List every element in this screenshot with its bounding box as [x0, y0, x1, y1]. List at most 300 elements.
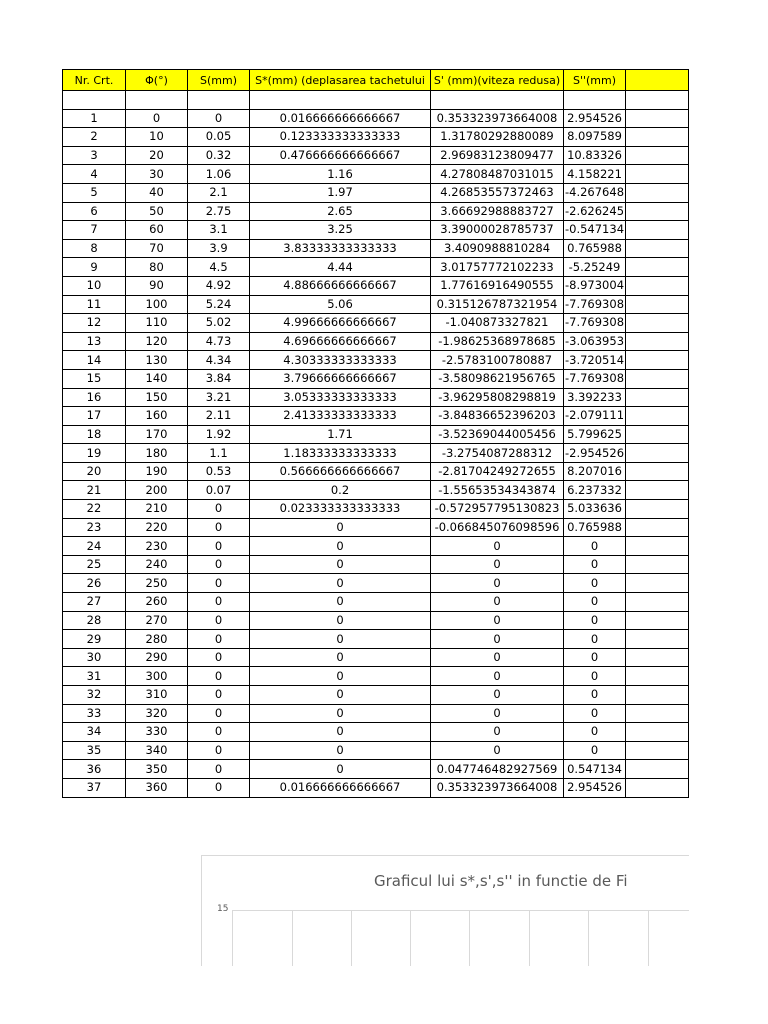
table-cell[interactable] [626, 369, 689, 388]
table-cell[interactable]: -0.547134 [564, 221, 626, 240]
table-cell[interactable] [626, 518, 689, 537]
table-cell[interactable]: 4.34 [188, 351, 250, 370]
table-cell[interactable]: 4.26853557372463 [431, 183, 564, 202]
table-cell[interactable]: 2.1 [188, 183, 250, 202]
table-cell[interactable]: 5.06 [250, 295, 431, 314]
gridline-vertical [529, 910, 530, 966]
table-cell[interactable]: -7.769308 [564, 314, 626, 333]
table-cell[interactable]: 0 [188, 704, 250, 723]
table-cell[interactable]: 0 [250, 574, 431, 593]
table-cell[interactable]: 0.016666666666667 [250, 109, 431, 128]
table-row [63, 128, 689, 147]
table-cell[interactable]: 36 [63, 760, 126, 779]
table-cell[interactable]: 2.65 [250, 202, 431, 221]
table-cell[interactable]: 21 [63, 481, 126, 500]
table-row [63, 611, 689, 630]
table-cell[interactable]: 1.31780292880089 [431, 128, 564, 147]
table-cell[interactable]: 2.96983123809477 [431, 146, 564, 165]
table-cell[interactable]: 0 [431, 667, 564, 686]
table-cell[interactable]: 0 [188, 778, 250, 797]
table-cell[interactable]: 330 [126, 723, 188, 742]
table-cell[interactable] [626, 91, 689, 110]
table-cell[interactable]: 0 [250, 630, 431, 649]
table-cell[interactable]: 6.237332 [564, 481, 626, 500]
table-cell[interactable]: 17 [63, 407, 126, 426]
table-cell[interactable]: 210 [126, 500, 188, 519]
table-cell[interactable]: 0 [250, 611, 431, 630]
table-cell[interactable]: 0.765988 [564, 239, 626, 258]
table-row [63, 593, 689, 612]
table-cell[interactable]: 0 [188, 667, 250, 686]
gridline-vertical [588, 910, 589, 966]
table-cell[interactable]: 0.047746482927569 [431, 760, 564, 779]
column-header[interactable]: Nr. Crt. [63, 70, 126, 91]
table-cell[interactable]: 0 [250, 760, 431, 779]
table-cell[interactable]: 0 [564, 611, 626, 630]
table-cell[interactable]: 0 [188, 686, 250, 705]
table-cell[interactable]: 0 [431, 574, 564, 593]
table-cell[interactable]: 3.83333333333333 [250, 239, 431, 258]
table-cell[interactable]: 7 [63, 221, 126, 240]
table-cell[interactable]: 1 [63, 109, 126, 128]
table-cell[interactable]: 1.77616916490555 [431, 276, 564, 295]
table-cell[interactable]: 3.4090988810284 [431, 239, 564, 258]
table-cell[interactable]: 1.97 [250, 183, 431, 202]
table-cell[interactable]: 10 [126, 128, 188, 147]
table-cell[interactable]: 0.07 [188, 481, 250, 500]
table-cell[interactable]: 240 [126, 555, 188, 574]
table-cell[interactable]: 60 [126, 221, 188, 240]
table-cell[interactable] [626, 667, 689, 686]
table-cell[interactable]: 2.954526 [564, 778, 626, 797]
table-cell[interactable]: 11 [63, 295, 126, 314]
table-cell[interactable]: -2.954526 [564, 444, 626, 463]
table-cell[interactable]: 0 [188, 760, 250, 779]
table-cell[interactable] [626, 388, 689, 407]
table-cell[interactable]: 170 [126, 425, 188, 444]
table-cell[interactable]: 29 [63, 630, 126, 649]
table-cell[interactable] [626, 593, 689, 612]
table-cell[interactable]: 0 [188, 500, 250, 519]
table-cell[interactable]: 0 [188, 109, 250, 128]
table-cell[interactable]: 290 [126, 648, 188, 667]
table-cell[interactable] [626, 332, 689, 351]
table-cell[interactable]: 2.11 [188, 407, 250, 426]
table-cell[interactable]: 3.9 [188, 239, 250, 258]
table-cell[interactable] [126, 91, 188, 110]
table-cell[interactable] [626, 462, 689, 481]
table-cell[interactable]: 310 [126, 686, 188, 705]
table-cell[interactable]: 350 [126, 760, 188, 779]
table-cell[interactable]: 4.5 [188, 258, 250, 277]
table-cell[interactable]: 200 [126, 481, 188, 500]
table-cell[interactable]: 16 [63, 388, 126, 407]
table-cell[interactable]: 0 [188, 630, 250, 649]
table-cell[interactable]: 0.765988 [564, 518, 626, 537]
table-cell[interactable]: 40 [126, 183, 188, 202]
table-cell[interactable]: 0.32 [188, 146, 250, 165]
table-cell[interactable]: 0 [250, 537, 431, 556]
table-cell[interactable]: 300 [126, 667, 188, 686]
table-cell[interactable]: 4.92 [188, 276, 250, 295]
table-cell[interactable]: 0 [564, 630, 626, 649]
table-row [63, 704, 689, 723]
table-cell[interactable]: 4.30333333333333 [250, 351, 431, 370]
table-cell[interactable]: 0 [431, 723, 564, 742]
gridline-vertical [292, 910, 293, 966]
gridline-vertical [410, 910, 411, 966]
table-cell[interactable]: 0 [431, 741, 564, 760]
table-cell[interactable]: -2.5783100780887 [431, 351, 564, 370]
table-cell[interactable]: 0.353323973664008 [431, 778, 564, 797]
table-cell[interactable] [626, 109, 689, 128]
table-cell[interactable]: 0 [564, 574, 626, 593]
table-row [63, 537, 689, 556]
table-cell[interactable]: 3.21 [188, 388, 250, 407]
table-row [63, 574, 689, 593]
table-cell[interactable]: 0 [188, 574, 250, 593]
table-cell[interactable]: 0 [188, 611, 250, 630]
table-cell[interactable]: 4.88666666666667 [250, 276, 431, 295]
table-cell[interactable]: 13 [63, 332, 126, 351]
table-cell[interactable]: 2.75 [188, 202, 250, 221]
table-cell[interactable]: 1.71 [250, 425, 431, 444]
table-cell[interactable] [626, 648, 689, 667]
table-cell[interactable]: 28 [63, 611, 126, 630]
table-cell[interactable] [626, 128, 689, 147]
table-cell[interactable]: 3 [63, 146, 126, 165]
table-cell[interactable] [626, 686, 689, 705]
table-cell[interactable] [626, 481, 689, 500]
table-cell[interactable]: 5.24 [188, 295, 250, 314]
gridline-vertical [469, 910, 470, 966]
table-cell[interactable]: 70 [126, 239, 188, 258]
table-cell[interactable]: 0 [250, 593, 431, 612]
table-cell[interactable]: 1.06 [188, 165, 250, 184]
table-cell[interactable]: 0 [564, 741, 626, 760]
table-cell[interactable]: 4.99666666666667 [250, 314, 431, 333]
table-cell[interactable]: 0 [564, 704, 626, 723]
table-cell[interactable]: -3.96295808298819 [431, 388, 564, 407]
table-cell[interactable]: 22 [63, 500, 126, 519]
column-header[interactable]: S(mm) [188, 70, 250, 91]
table-cell[interactable]: 0.566666666666667 [250, 462, 431, 481]
table-cell[interactable]: 0 [431, 704, 564, 723]
table-cell[interactable]: -3.52369044005456 [431, 425, 564, 444]
table-cell[interactable]: 130 [126, 351, 188, 370]
table-cell[interactable]: 3.39000028785737 [431, 221, 564, 240]
table-cell[interactable] [626, 146, 689, 165]
table-cell[interactable]: 0 [126, 109, 188, 128]
table-row [63, 741, 689, 760]
table-cell[interactable]: 360 [126, 778, 188, 797]
table-cell[interactable]: 3.79666666666667 [250, 369, 431, 388]
table-cell[interactable]: 0 [564, 667, 626, 686]
table-cell[interactable]: 270 [126, 611, 188, 630]
table-cell[interactable]: 80 [126, 258, 188, 277]
table-cell[interactable] [626, 407, 689, 426]
table-cell[interactable]: 20 [126, 146, 188, 165]
table-cell[interactable] [626, 778, 689, 797]
table-cell[interactable]: 0.476666666666667 [250, 146, 431, 165]
table-cell[interactable]: 25 [63, 555, 126, 574]
table-cell[interactable]: 0.315126787321954 [431, 295, 564, 314]
table-cell[interactable]: 3.84 [188, 369, 250, 388]
table-cell[interactable]: -2.81704249272655 [431, 462, 564, 481]
table-cell[interactable]: 90 [126, 276, 188, 295]
table-cell[interactable] [626, 165, 689, 184]
table-row [63, 667, 689, 686]
table-row [63, 723, 689, 742]
table-cell[interactable]: -3.063953 [564, 332, 626, 351]
table-cell[interactable]: 3.05333333333333 [250, 388, 431, 407]
table-cell[interactable]: 0 [250, 667, 431, 686]
table-cell[interactable]: 15 [63, 369, 126, 388]
table-body [63, 91, 689, 798]
table-cell[interactable]: 0 [431, 630, 564, 649]
table-cell[interactable]: 30 [63, 648, 126, 667]
table-cell[interactable]: -1.55653534343874 [431, 481, 564, 500]
table-cell[interactable]: 160 [126, 407, 188, 426]
table-cell[interactable] [250, 91, 431, 110]
table-cell[interactable]: 8 [63, 239, 126, 258]
table-cell[interactable]: 150 [126, 388, 188, 407]
table-cell[interactable]: -8.973004 [564, 276, 626, 295]
table-cell[interactable]: 35 [63, 741, 126, 760]
table-cell[interactable]: 0 [564, 593, 626, 612]
table-cell[interactable]: 260 [126, 593, 188, 612]
table-cell[interactable]: 0 [188, 741, 250, 760]
table-cell[interactable]: 5.02 [188, 314, 250, 333]
table-cell[interactable]: -2.079111 [564, 407, 626, 426]
table-cell[interactable]: 0 [431, 611, 564, 630]
table-cell[interactable]: 0 [188, 723, 250, 742]
table-cell[interactable]: 0.016666666666667 [250, 778, 431, 797]
column-header[interactable]: S*(mm) (deplasarea tachetului [250, 70, 431, 91]
column-header[interactable]: Φ(°) [126, 70, 188, 91]
table-cell[interactable] [63, 91, 126, 110]
table-cell[interactable]: 0 [188, 518, 250, 537]
table-cell[interactable]: 0 [250, 704, 431, 723]
table-cell[interactable]: -5.25249 [564, 258, 626, 277]
table-cell[interactable]: 30 [126, 165, 188, 184]
table-cell[interactable]: 4.158221 [564, 165, 626, 184]
table-cell[interactable] [626, 444, 689, 463]
table-cell[interactable]: -0.066845076098596 [431, 518, 564, 537]
table-cell[interactable]: 110 [126, 314, 188, 333]
table-cell[interactable]: 34 [63, 723, 126, 742]
table-row [63, 239, 689, 258]
table-cell[interactable]: 0 [431, 686, 564, 705]
table-cell[interactable]: 3.25 [250, 221, 431, 240]
table-cell[interactable]: 20 [63, 462, 126, 481]
table-cell[interactable]: 120 [126, 332, 188, 351]
table-cell[interactable]: -2.626245 [564, 202, 626, 221]
table-cell[interactable]: 0 [431, 537, 564, 556]
table-cell[interactable]: -3.84836652396203 [431, 407, 564, 426]
table-cell[interactable]: 5 [63, 183, 126, 202]
column-header[interactable]: S' (mm)(viteza redusa) [431, 70, 564, 91]
table-cell[interactable]: 1.92 [188, 425, 250, 444]
table-cell[interactable]: 0 [564, 555, 626, 574]
table-cell[interactable]: 0 [250, 741, 431, 760]
table-cell[interactable]: 0.547134 [564, 760, 626, 779]
table-cell[interactable]: 0.023333333333333 [250, 500, 431, 519]
table-row [63, 760, 689, 779]
table-cell[interactable]: 0 [250, 723, 431, 742]
table-cell[interactable] [626, 741, 689, 760]
table-cell[interactable]: 26 [63, 574, 126, 593]
table-cell[interactable]: 6 [63, 202, 126, 221]
table-cell[interactable] [626, 314, 689, 333]
table-cell[interactable] [626, 704, 689, 723]
column-header[interactable]: S''(mm) [564, 70, 626, 91]
table-cell[interactable]: 0 [188, 555, 250, 574]
table-cell[interactable]: 1.18333333333333 [250, 444, 431, 463]
table-cell[interactable]: 10.83326 [564, 146, 626, 165]
table-cell[interactable]: 5.799625 [564, 425, 626, 444]
table-cell[interactable]: 3.66692988883727 [431, 202, 564, 221]
table-cell[interactable]: 24 [63, 537, 126, 556]
table-cell[interactable]: 2.954526 [564, 109, 626, 128]
table-cell[interactable]: -3.58098621956765 [431, 369, 564, 388]
table-cell[interactable] [626, 351, 689, 370]
table-cell[interactable] [626, 295, 689, 314]
table-cell[interactable]: -4.267648 [564, 183, 626, 202]
table-cell[interactable] [626, 630, 689, 649]
table-cell[interactable] [626, 276, 689, 295]
table-row [63, 686, 689, 705]
table-cell[interactable] [188, 91, 250, 110]
table-cell[interactable]: 9 [63, 258, 126, 277]
table-cell[interactable]: 0.123333333333333 [250, 128, 431, 147]
table-cell[interactable]: 3.392233 [564, 388, 626, 407]
table-cell[interactable] [626, 425, 689, 444]
table-cell[interactable]: 23 [63, 518, 126, 537]
table-cell[interactable]: 0.53 [188, 462, 250, 481]
table-cell[interactable] [626, 183, 689, 202]
table-cell[interactable] [626, 500, 689, 519]
table-cell[interactable] [626, 239, 689, 258]
table-cell[interactable] [626, 258, 689, 277]
table-cell[interactable]: 33 [63, 704, 126, 723]
table-cell[interactable] [626, 574, 689, 593]
table-cell[interactable]: -0.572957795130823 [431, 500, 564, 519]
table-cell[interactable]: 2 [63, 128, 126, 147]
table-row [63, 369, 689, 388]
table-cell[interactable] [626, 202, 689, 221]
table-row [63, 648, 689, 667]
table-cell[interactable]: 8.207016 [564, 462, 626, 481]
chart-area[interactable] [201, 855, 689, 966]
table-cell[interactable]: 50 [126, 202, 188, 221]
table-cell[interactable]: 4.73 [188, 332, 250, 351]
table-cell[interactable]: 27 [63, 593, 126, 612]
table-cell[interactable]: 10 [63, 276, 126, 295]
table-cell[interactable]: 0 [564, 537, 626, 556]
table-cell[interactable] [626, 723, 689, 742]
table-row [63, 518, 689, 537]
table-cell[interactable]: 3.01757772102233 [431, 258, 564, 277]
table-cell[interactable]: 1.1 [188, 444, 250, 463]
table-row [63, 444, 689, 463]
table-cell[interactable]: 340 [126, 741, 188, 760]
table-cell[interactable]: 14 [63, 351, 126, 370]
table-cell[interactable] [564, 91, 626, 110]
table-cell[interactable]: 220 [126, 518, 188, 537]
table-row [63, 332, 689, 351]
table-cell[interactable]: 100 [126, 295, 188, 314]
table-cell[interactable]: 1.16 [250, 165, 431, 184]
table-cell[interactable]: 31 [63, 667, 126, 686]
table-cell[interactable]: 12 [63, 314, 126, 333]
table-cell[interactable]: 4 [63, 165, 126, 184]
table-cell[interactable]: -7.769308 [564, 369, 626, 388]
table-cell[interactable] [626, 760, 689, 779]
table-cell[interactable] [626, 537, 689, 556]
table-cell[interactable]: 0 [564, 723, 626, 742]
table-cell[interactable]: 140 [126, 369, 188, 388]
table-cell[interactable]: 0 [431, 648, 564, 667]
table-cell[interactable]: 0 [431, 555, 564, 574]
table-cell[interactable] [626, 221, 689, 240]
table-cell[interactable]: 180 [126, 444, 188, 463]
table-cell[interactable]: 0.05 [188, 128, 250, 147]
table-cell[interactable]: -1.98625368978685 [431, 332, 564, 351]
table-cell[interactable] [626, 611, 689, 630]
table-cell[interactable]: 5.033636 [564, 500, 626, 519]
y-tick-label: 15 [217, 904, 229, 914]
table-cell[interactable]: 320 [126, 704, 188, 723]
table-cell[interactable]: 0 [250, 686, 431, 705]
table-cell[interactable]: 0 [564, 686, 626, 705]
table-cell[interactable]: 0 [250, 518, 431, 537]
table-cell[interactable]: 230 [126, 537, 188, 556]
table-row [63, 183, 689, 202]
table-cell[interactable]: 3.1 [188, 221, 250, 240]
table-cell[interactable]: 19 [63, 444, 126, 463]
table-cell[interactable]: 0 [250, 648, 431, 667]
table-cell[interactable]: 4.44 [250, 258, 431, 277]
table-cell[interactable]: 0.2 [250, 481, 431, 500]
table-cell[interactable]: 280 [126, 630, 188, 649]
table-cell[interactable]: 0 [188, 648, 250, 667]
table-cell[interactable]: 8.097589 [564, 128, 626, 147]
table-cell[interactable]: 0 [188, 537, 250, 556]
table-cell[interactable]: 32 [63, 686, 126, 705]
table-cell[interactable] [431, 91, 564, 110]
table-cell[interactable]: 0.353323973664008 [431, 109, 564, 128]
table-cell[interactable]: 4.27808487031015 [431, 165, 564, 184]
table-cell[interactable]: 190 [126, 462, 188, 481]
table-cell[interactable]: 18 [63, 425, 126, 444]
table-cell[interactable]: -7.769308 [564, 295, 626, 314]
table-cell[interactable]: 0 [188, 593, 250, 612]
table-cell[interactable]: 0 [250, 555, 431, 574]
table-cell[interactable]: 2.41333333333333 [250, 407, 431, 426]
table-cell[interactable]: -3.720514 [564, 351, 626, 370]
table-cell[interactable]: -1.040873327821 [431, 314, 564, 333]
table-cell[interactable]: -3.2754087288312 [431, 444, 564, 463]
table-cell[interactable]: 0 [564, 648, 626, 667]
column-header[interactable] [626, 70, 689, 91]
table-cell[interactable]: 250 [126, 574, 188, 593]
chart-title: Graficul lui s*,s',s'' in functie de Fi [374, 872, 628, 890]
table-cell[interactable]: 37 [63, 778, 126, 797]
table-cell[interactable] [626, 555, 689, 574]
table-cell[interactable]: 4.69666666666667 [250, 332, 431, 351]
table-cell[interactable]: 0 [431, 593, 564, 612]
